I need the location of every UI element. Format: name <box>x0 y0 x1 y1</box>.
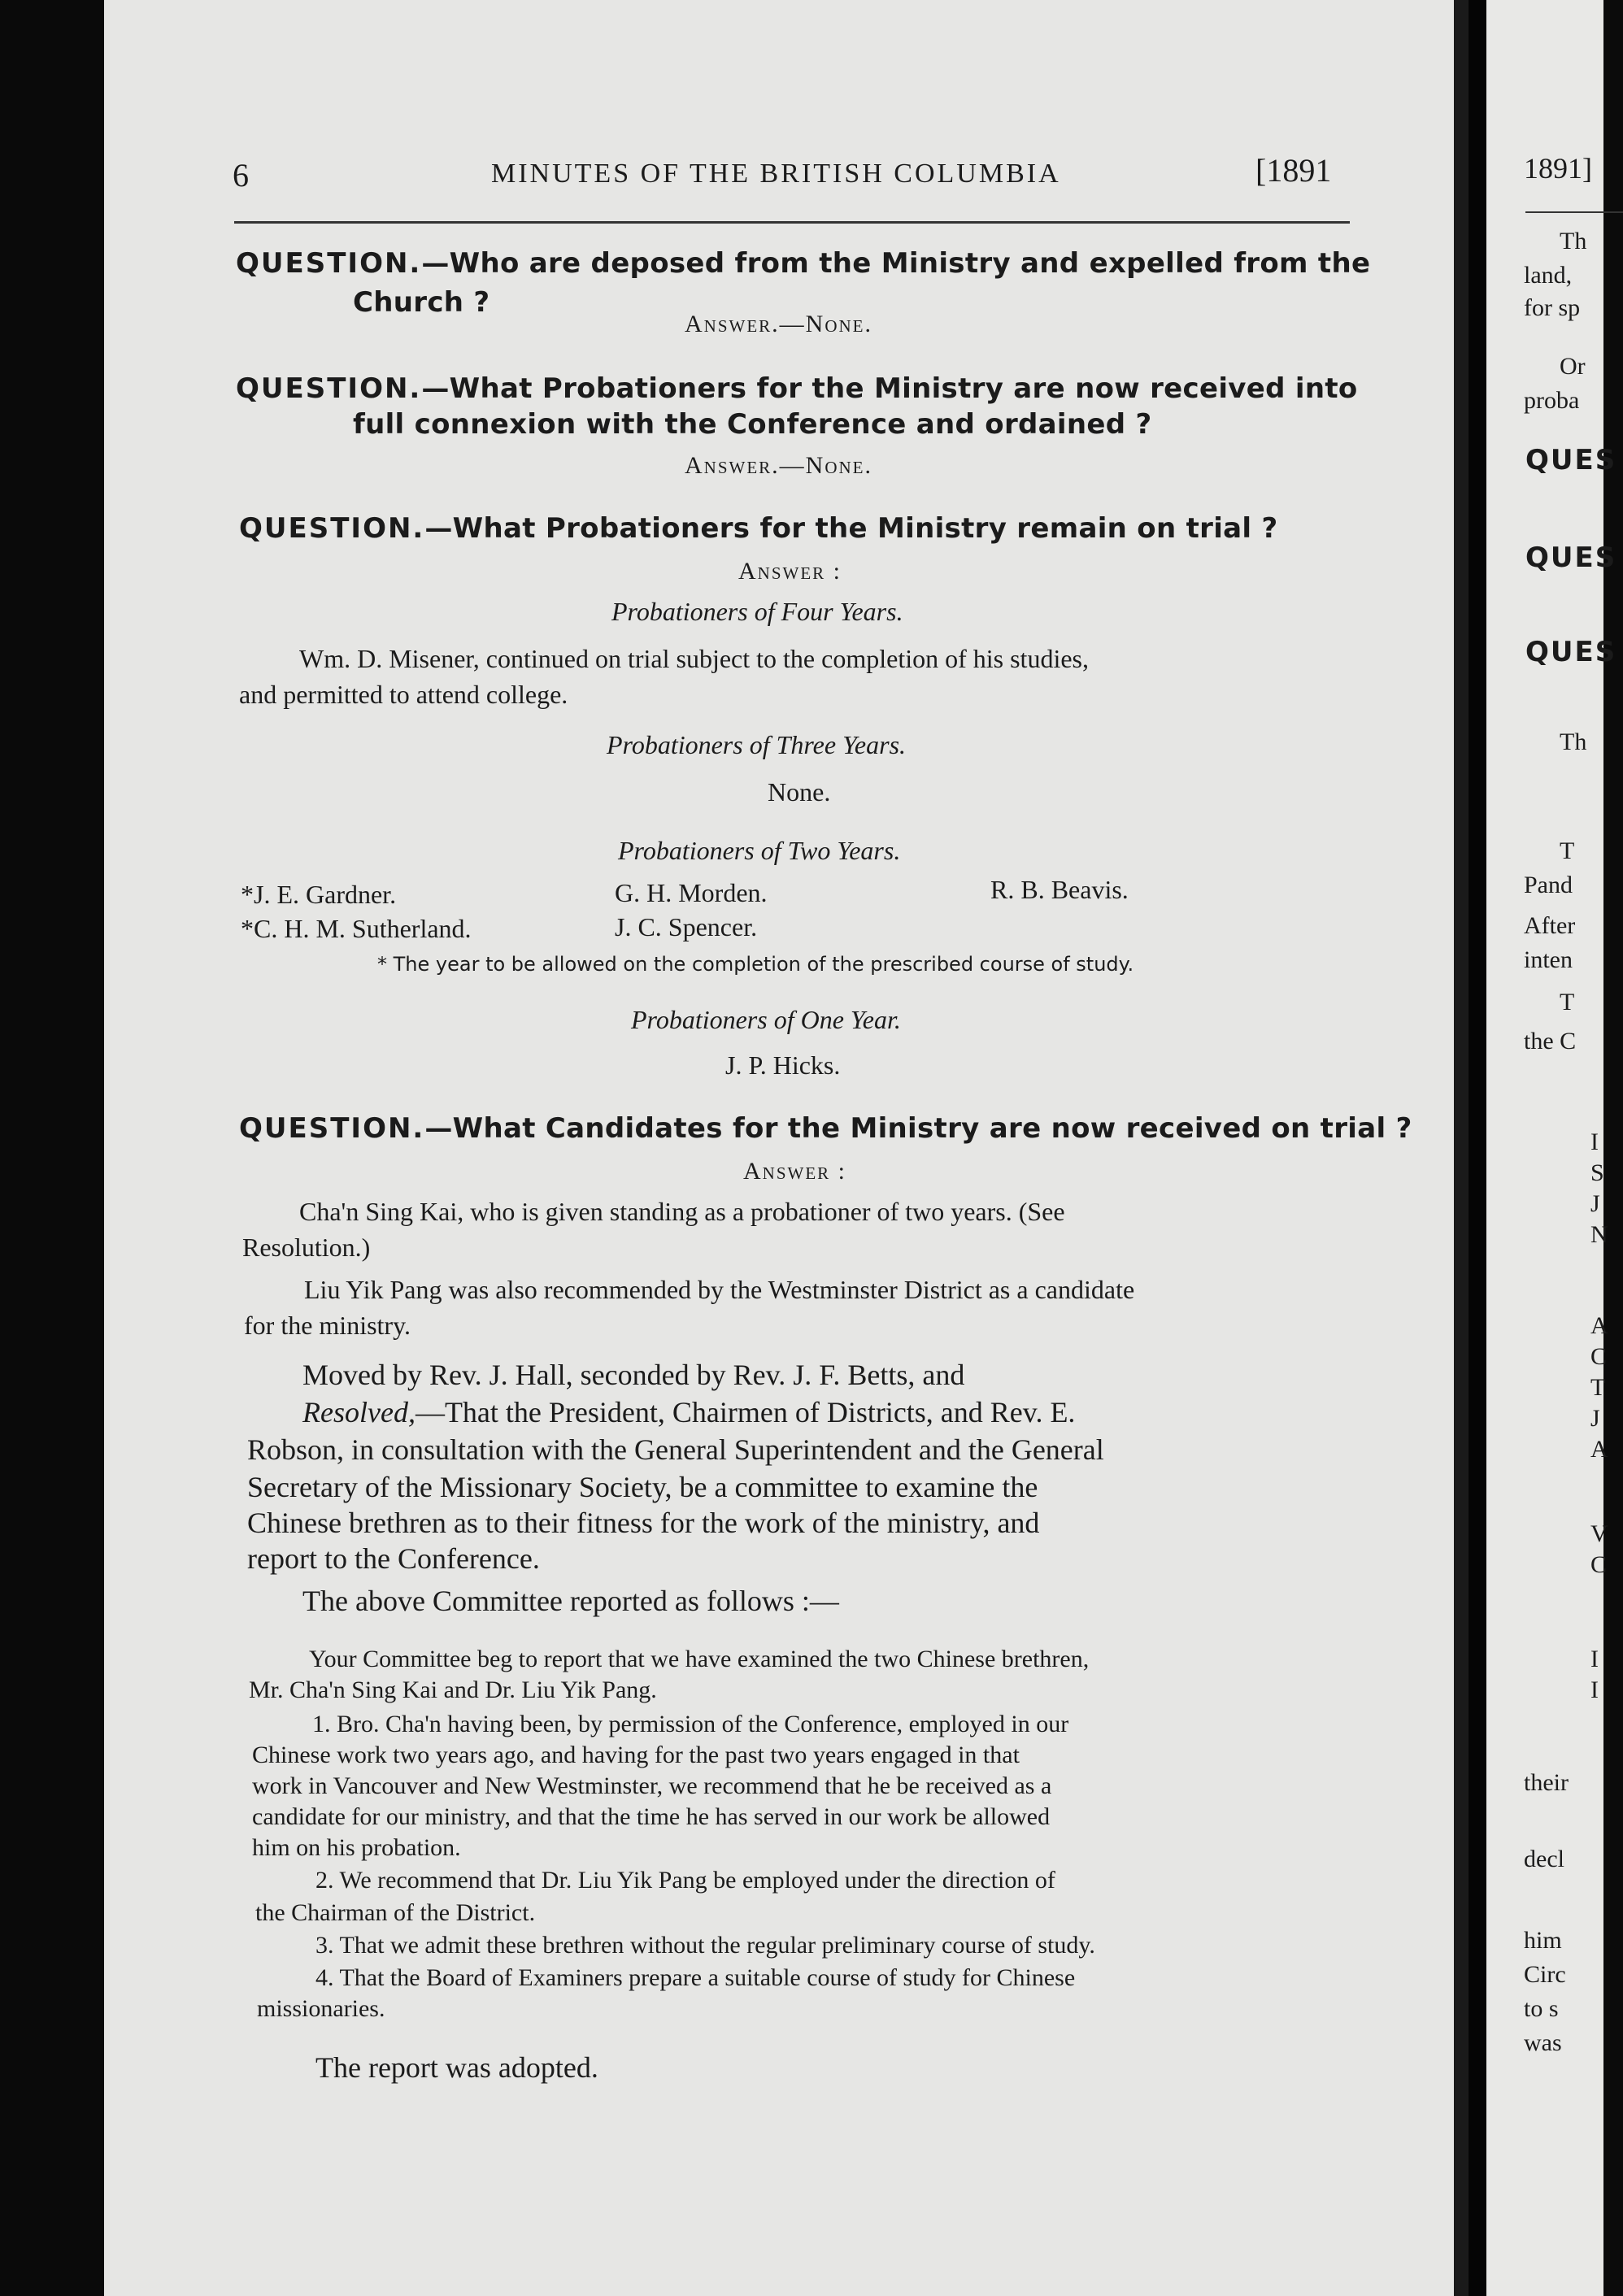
resolution-resolved <box>302 1395 1075 1429</box>
resolved-text: —That the President, Chairmen of Districts, and Rev. E. <box>415 1396 1076 1428</box>
scan-left-border <box>0 0 104 2296</box>
facing-page-text: land, <box>1524 262 1573 289</box>
report-item-2: the Chairman of the District. <box>255 1899 536 1926</box>
facing-page-text: I <box>1590 1128 1599 1155</box>
resolution-line: report to the Conference. <box>247 1542 540 1575</box>
facing-page-text: decl <box>1524 1846 1564 1872</box>
facing-page-text: N <box>1590 1221 1608 1248</box>
facing-page-text: Or <box>1560 353 1586 380</box>
probationer-name: *J. E. Gardner. <box>241 880 397 909</box>
resolution-line: Robson, in consultation with the General Superintendent and the General <box>247 1433 1104 1466</box>
facing-page-text: After <box>1524 912 1576 939</box>
facing-page-year: 1891] <box>1524 152 1592 185</box>
probationer-name: J. C. Spencer. <box>615 912 758 941</box>
four-years-line1: Wm. D. Misener, continued on trial subject to the completion of his studies, <box>299 644 1089 673</box>
facing-page-text: C <box>1590 1551 1608 1578</box>
question-candidates <box>239 1112 1412 1145</box>
candidate-para1-line1: Cha'n Sing Kai, who is given standing as a probationer of two years. (See <box>299 1197 1065 1226</box>
facing-page-text: T <box>1560 989 1575 1015</box>
question-text: —What Candidates for the Ministry are now received on trial ? <box>424 1112 1412 1145</box>
candidate-para2-line1: Liu Yik Pang was also recommended by the Westminster District as a candidate <box>304 1275 1135 1304</box>
page-number: 6 <box>233 157 249 194</box>
question-label: QUESTION. <box>236 372 422 405</box>
facing-page-text: their <box>1524 1769 1569 1796</box>
answer-deposed: Answer.—None. <box>685 311 872 337</box>
heading-three-years: Probationers of Three Years. <box>607 730 907 759</box>
facing-page-text: J <box>1590 1405 1600 1432</box>
facing-page-text: to s <box>1524 1995 1559 2022</box>
facing-page-text: A <box>1590 1312 1608 1339</box>
resolved-label: Resolved, <box>302 1396 416 1428</box>
facing-page-text: Th <box>1560 228 1587 254</box>
report-item-1: him on his probation. <box>252 1834 461 1861</box>
question-text: —What Probationers for the Ministry are now received into <box>421 372 1358 405</box>
facing-page-text: Pand <box>1524 872 1573 898</box>
question-deposed <box>236 247 1370 280</box>
page-edge-shadow <box>1454 0 1469 2296</box>
facing-page-text: for sp <box>1524 294 1581 321</box>
facing-page-text: J <box>1590 1190 1600 1217</box>
header-year: [1891 <box>1255 152 1332 189</box>
facing-page-question: QUES <box>1525 636 1617 668</box>
footnote: * The year to be allowed on the completion of the prescribed course of study. <box>377 953 1134 976</box>
book-gutter <box>1469 0 1486 2296</box>
facing-page-text: Th <box>1560 728 1587 755</box>
answer-remain-on-trial: Answer : <box>738 558 842 585</box>
question-text: —Who are deposed from the Ministry and expelled from the <box>421 247 1371 280</box>
three-years-value: None. <box>768 777 831 807</box>
header-rule <box>234 221 1350 224</box>
facing-page-text: him <box>1524 1927 1562 1954</box>
resolution-line: Chinese brethren as to their fitness for the work of the ministry, and <box>247 1507 1040 1539</box>
four-years-line2: and permitted to attend college. <box>239 680 568 709</box>
heading-one-year: Probationers of One Year. <box>631 1005 901 1034</box>
candidate-para1-line2: Resolution.) <box>242 1233 371 1262</box>
question-label: QUESTION. <box>239 512 425 545</box>
committee-reported: The above Committee reported as follows :— <box>302 1585 839 1617</box>
report-item-2: 2. We recommend that Dr. Liu Yik Pang be employed under the direction of <box>315 1867 1055 1894</box>
question-remain-on-trial <box>239 512 1278 545</box>
question-text: —What Probationers for the Ministry remain on trial ? <box>424 512 1278 545</box>
running-head: MINUTES OF THE BRITISH COLUMBIA <box>491 159 1061 189</box>
candidate-para2-line2: for the ministry. <box>244 1311 411 1340</box>
facing-page-fragment <box>1486 0 1617 2296</box>
facing-page-text: the C <box>1524 1028 1577 1055</box>
probationer-name: *C. H. M. Sutherland. <box>241 914 472 943</box>
resolution-line: Secretary of the Missionary Society, be a committee to examine the <box>247 1471 1038 1503</box>
report-intro: Your Committee beg to report that we have examined the two Chinese brethren, <box>309 1646 1090 1672</box>
facing-page-text: A <box>1590 1436 1608 1463</box>
facing-page-text: proba <box>1524 387 1580 414</box>
question-full-connexion <box>236 372 1358 405</box>
report-item-3: 3. That we admit these brethren without the regular preliminary course of study. <box>315 1932 1095 1959</box>
report-item-1: Chinese work two years ago, and having for the past two years engaged in that <box>252 1742 1020 1768</box>
resolution-moved: Moved by Rev. J. Hall, seconded by Rev. J. F. Betts, and <box>302 1359 965 1391</box>
question-deposed-cont: Church ? <box>353 286 490 319</box>
facing-page-text: Circ <box>1524 1961 1566 1988</box>
report-item-1: 1. Bro. Cha'n having been, by permission of the Conference, employed in our <box>312 1711 1069 1737</box>
report-adopted: The report was adopted. <box>315 2051 598 2084</box>
answer-candidates: Answer : <box>743 1158 846 1185</box>
heading-two-years: Probationers of Two Years. <box>618 836 901 865</box>
facing-page-text: S <box>1590 1159 1604 1186</box>
heading-four-years: Probationers of Four Years. <box>611 597 903 626</box>
report-intro: Mr. Cha'n Sing Kai and Dr. Liu Yik Pang. <box>249 1676 657 1703</box>
report-item-4: 4. That the Board of Examiners prepare a suitable course of study for Chinese <box>315 1964 1076 1991</box>
one-year-value: J. P. Hicks. <box>725 1050 841 1080</box>
facing-page-text: V <box>1590 1520 1608 1547</box>
question-full-connexion-cont: full connexion with the Conference and ordained ? <box>353 408 1152 441</box>
facing-page-question: QUES <box>1525 541 1617 574</box>
answer-full-connexion: Answer.—None. <box>685 452 872 479</box>
facing-page-text: I <box>1590 1646 1599 1672</box>
facing-page-rule <box>1525 211 1623 213</box>
report-item-1: work in Vancouver and New Westminster, we recommend that he be received as a <box>252 1772 1052 1799</box>
facing-page-text: I <box>1590 1676 1599 1703</box>
facing-page-question: QUES <box>1525 444 1617 476</box>
facing-page-text: T <box>1590 1374 1606 1401</box>
question-label: QUESTION. <box>239 1112 425 1145</box>
question-label: QUESTION. <box>236 247 422 280</box>
probationer-name: G. H. Morden. <box>615 878 768 907</box>
report-item-1: candidate for our ministry, and that the time he has served in our work be allowed <box>252 1803 1051 1830</box>
facing-page-text: T <box>1560 837 1575 864</box>
facing-page-text: C <box>1590 1343 1608 1370</box>
facing-page-text: inten <box>1524 946 1573 973</box>
facing-page-text: was <box>1524 2029 1562 2056</box>
report-item-4: missionaries. <box>257 1995 385 2022</box>
probationer-name: R. B. Beavis. <box>990 875 1129 904</box>
